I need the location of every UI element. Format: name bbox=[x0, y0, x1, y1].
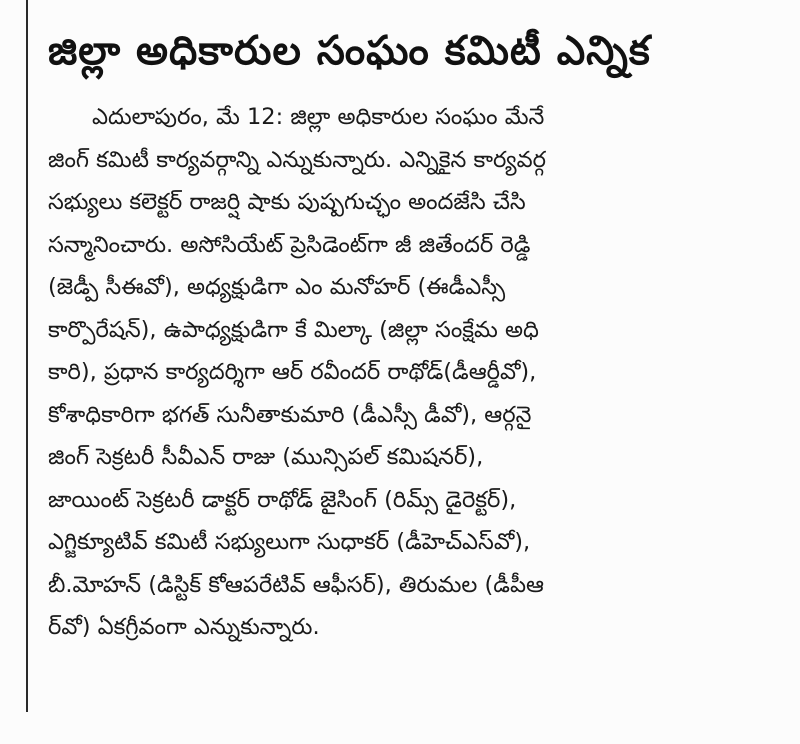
article-line: జింగ్ సెక్రటరీ సీవీఎన్ రాజు (మున్సిపల్ కమిషనర్), bbox=[48, 444, 484, 470]
headline: జిల్లా అధికారుల సంఘం కమిటీ ఎన్నిక bbox=[48, 28, 651, 74]
column-rule bbox=[26, 0, 28, 712]
article-line: ర్‌వో) ఏకగ్రీవంగా ఎన్నుకున్నారు. bbox=[48, 614, 320, 640]
article-line: ఎగ్జిక్యూటివ్ కమిటీ సభ్యులుగా సుధాకర్ (డీహెచ్ఎస్‌వో), bbox=[48, 529, 531, 555]
article-line: ఎదులాపురం, మే 12: జిల్లా అధికారుల సంఘం మేనే bbox=[92, 104, 545, 130]
article-line: (జెడ్పీ సీఈవో), అధ్యక్షుడిగా ఎం మనోహర్ (ఈడీఎస్సీ bbox=[48, 274, 506, 300]
article-line: జింగ్ కమిటీ కార్యవర్గాన్ని ఎన్నుకున్నారు. ఎన్నికైన కార్యవర్గ bbox=[48, 146, 546, 173]
article-line: బీ.మోహన్ (డిస్టిక్ కోఆపరేటివ్ ఆఫీసర్), తిరుమల (డీపీఆ bbox=[48, 571, 544, 598]
article-line: జాయింట్ సెక్రటరీ డాక్టర్ రాథోడ్ జైసింగ్ (రిమ్స్ డైరెక్టర్), bbox=[48, 486, 517, 513]
article-line: కారి), ప్రధాన కార్యదర్శిగా ఆర్ రవీందర్ రాథోడ్(డీఆర్డీవో), bbox=[48, 359, 537, 385]
article-line: కార్పొరేషన్), ఉపాధ్యక్షుడిగా కే మిల్కా (జిల్లా సంక్షేమ అధి bbox=[48, 316, 539, 343]
article-line: సభ్యులు కలెక్టర్ రాజర్షి షాకు పుష్పగుచ్ఛం అందజేసి చేసి bbox=[48, 189, 526, 215]
article-line: కోశాధికారిగా భగత్ సునీతాకుమారి (డీఎస్సీ డీవో), ఆర్గనై bbox=[48, 401, 532, 428]
article-body bbox=[48, 96, 778, 649]
article-line: సన్మానించారు. అసోసియేట్ ప్రెసిడెంట్‌గా జీ జితేందర్ రెడ్డి bbox=[48, 231, 531, 258]
